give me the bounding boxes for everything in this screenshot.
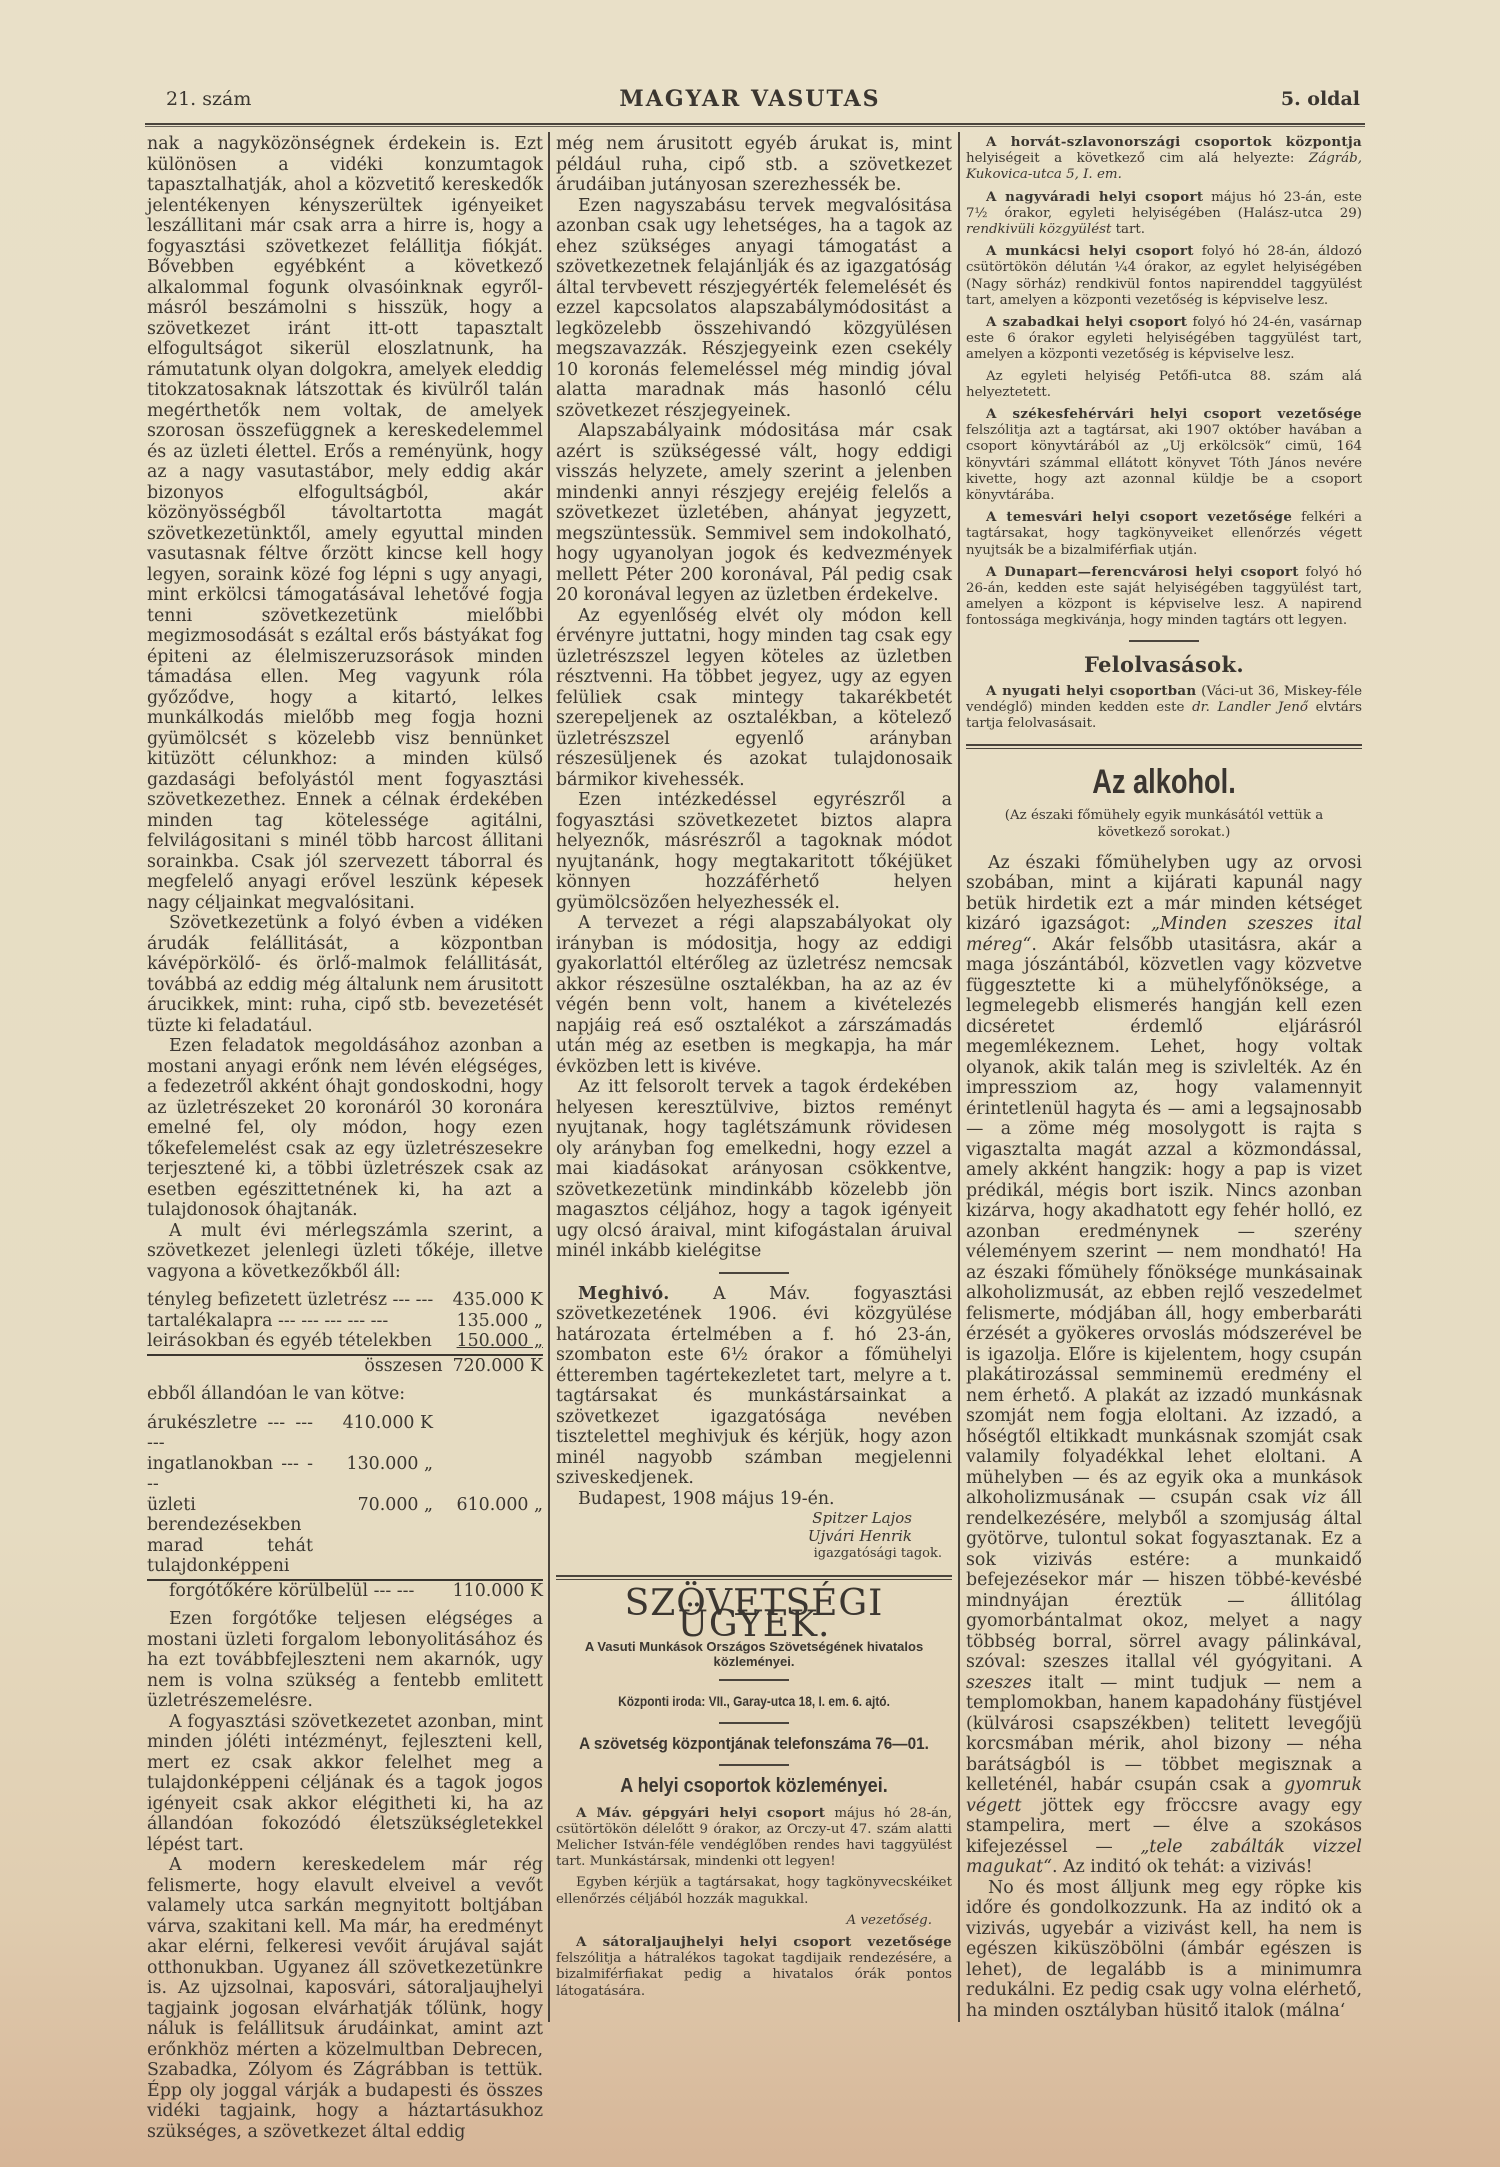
ledger-intro: ebből állandóan le van kötve: xyxy=(147,1384,406,1404)
assets-ledger xyxy=(147,1290,543,1376)
paragraph xyxy=(556,1284,952,1489)
ledger-total-row xyxy=(147,1579,543,1602)
italic-text: „tele zabálták vizzel magukat“ xyxy=(966,1836,1362,1878)
group-notices xyxy=(556,1805,952,2000)
text-run: áll rendelkezésére, melyből a szomjuság által gyötörve, tulontul sokat fogyasztanak. Ez a sok vizivás estére: a munkaidő befejezésekor már — hiszen többé-kevésbé mindnyájan éreztük — állitólag gyomorbántalmat okoz, melyet a nagy többség borral, sörrel avagy pálinkával, szóval: szeszes itallal vél gyógyitani. A xyxy=(966,1488,1362,1673)
ledger-amount: 435.000 K xyxy=(452,1290,543,1310)
section-double-rule xyxy=(556,1575,952,1580)
paragraph xyxy=(556,421,952,606)
text-run: Ezen feladatok megoldásához azonban a mostani anyagi erőnk nem lévén elégséges, a fedezetről akként óhajt gondoskodni, hogy az üzletrészeket 20 koronáról 30 koronára emelné fel, oly módon, hogy ezen tőkefelemelést csak az egy üzletrészesekre terjesztené ki, a többi üzletrészek csak az esetben egészittetnének ki, ha azt a tulajdonosok óhajtanák. xyxy=(147,1036,543,1220)
paragraph xyxy=(556,913,952,1077)
text-run: A Máv. fogyasztási szövetkezetének 1906. évi közgyülése határozata értelmében a f. hó 23-án, szombaton este 6½ órakor a főmühelyi étteremben tagértekezletet tart, melyre a t. tagtársakat és munkástársainkat a szövetkezet igazgatósága nevében tisztelettel meghivjuk és kérjük, hogy azon minél nagyobb számban megjelenni sziveskedjenek. xyxy=(556,1283,952,1488)
text-run: italt — mint tudjuk — nem a templomokban, hanem kapadohány füstjével (külvárosi csapszékben) telitett levegőjü korcsmában mérik, ahol bizony — néha barátságból is — többet megisznak a kelleténél, habár csupán csak a xyxy=(966,1672,1362,1796)
paragraph xyxy=(556,1913,952,1929)
ledger-row xyxy=(147,1413,543,1454)
groups-heading: A helyi csoportok közleményei. xyxy=(620,1775,888,1797)
capital-ledger xyxy=(147,1413,543,1602)
ledger-row xyxy=(147,1311,543,1332)
ledger-row xyxy=(147,1290,543,1311)
paragraph xyxy=(147,1855,543,2142)
paragraph xyxy=(966,314,1362,364)
section-subtitle: A Vasuti Munkások Országos Szövetségének hivatalos közleményei. xyxy=(584,1639,924,1669)
paragraph xyxy=(147,1036,543,1221)
section-rule xyxy=(719,1679,789,1681)
text-run: Az itt felsorolt tervek a tagok érdekében helyesen keresztülvive, biztos reményt nyujtanak, hogy taglétszámunk rövidesen oly arányban fog emelkedni, hogy ezzel a mai kiadásokat arányosan csökkentve, szövetkezetünk mindinkább közelebb jön magasztos céljához, hogy a tagok igényeit ugy olcsó áraival, mint kifogástalan áruival minél inkább kielégitse xyxy=(556,1077,952,1261)
bold-lead: A temesvári helyi csoport vezetősége xyxy=(986,509,1293,526)
section-title: SZÖVETSÉGI ÜGYEK. xyxy=(624,1583,884,1645)
text-run: A tervezet a régi alapszabályokat oly irányban is módositja, hogy az eddigi gyakorlattól eltérőleg az üzletrész nemcsak akkor részesülne osztalékban, ha az az év végén benn volt, hanem a kivételezés napjáig reá eső osztalékot a zárszámadás után még az esetben is megkapja, ha már évközben lett is kivéve. xyxy=(556,913,952,1077)
ledger-total-label: összesen xyxy=(364,1355,443,1376)
section-double-rule xyxy=(966,744,1362,749)
text-run: Ezen nagyszabásu tervek megvalósitása azonban csak ugy lehetséges, ha a tagok az ehez szükséges anyagi támogatást a szövetkezetnek felajánlják és az igazgatóság által tervbevett részjegyérték felemelését és ezzel kapcsolatos alapszabálymódositást a legközelebb összehivandó közgyülésen megszavazzák. Részjegyeink ezen csekély 10 koronás felemeléssel még mindig jóval alatta maradnak más hasonló célu szövetkezet részjegyeinek. xyxy=(556,195,952,421)
article-title: Az alkohol. xyxy=(1092,763,1236,802)
text-run: (Váci-ut 36, Miskey-féle vendéglő) minden kedden este xyxy=(966,683,1362,715)
paragraph xyxy=(966,134,1362,184)
ledger-label: tényleg befizetett üzletrész --- --- xyxy=(147,1290,434,1310)
ledger-sum xyxy=(433,1454,543,1495)
ledger-total: 720.000 K xyxy=(452,1355,543,1376)
bold-lead: A nagyváradi helyi csoport xyxy=(986,188,1204,205)
italic-text: dr. Landler Jenő xyxy=(1192,699,1308,715)
ledger-row xyxy=(147,1454,543,1495)
text-run: május hó 28-án, csütörtökön délelőtt 9 órakor, az Orczy-ut 47. szám alatti Melicher István-féle vendéglőben rendes havi taggyülést tart. Munkástársak, mindenki ott legyen! xyxy=(556,1805,952,1870)
article-intro: (Az északi főmühely egyik munkásától vettük a következő sorokat.) xyxy=(1004,808,1324,840)
bold-lead: A Dunapart—ferencvárosi helyi csoport xyxy=(986,563,1299,580)
paragraph xyxy=(147,1221,543,1283)
column-middle xyxy=(556,134,952,2005)
ledger-label: marad tehát tulajdonképpeni xyxy=(147,1535,313,1576)
paragraph xyxy=(966,243,1362,309)
paragraph xyxy=(147,1609,543,1712)
office-address: Központi iroda: VII., Garay-utca 18, I. em. 6. ajtó. xyxy=(618,1693,890,1709)
ledger-amount: 150.000 „ xyxy=(456,1331,543,1351)
ledger-row xyxy=(147,1331,543,1352)
readings-heading: Felolvasások. xyxy=(1084,651,1244,677)
ledger-label: ingatlanokban --- --- xyxy=(147,1453,313,1494)
paragraph xyxy=(966,369,1362,401)
ledger-sum xyxy=(433,1413,543,1454)
paragraph xyxy=(556,196,952,422)
ledger-amount: 130.000 „ xyxy=(346,1453,433,1474)
column-divider xyxy=(958,132,960,2022)
ledger-label: üzleti berendezésekben xyxy=(147,1494,302,1535)
bold-lead: A horvát-szlavonországi csoportok központja xyxy=(986,134,1362,150)
text-run: május hó 23-án, este 7½ órakor, egyleti helyiségében (Halász-utca 29) xyxy=(966,189,1362,221)
ledger-amount: 410.000 K xyxy=(342,1412,433,1433)
paragraph xyxy=(966,189,1362,239)
ledger-total-label: forgótőkére körülbelül --- --- xyxy=(169,1580,415,1601)
text-run: Budapest, 1908 május 19-én. xyxy=(578,1488,835,1509)
section-rule xyxy=(1129,640,1199,642)
italic-text: viz xyxy=(1301,1488,1327,1509)
italic-text: szeszes xyxy=(966,1672,1032,1693)
paragraph xyxy=(966,853,1362,1878)
text-run: A modern kereskedelem már rég felismerte, hogy elavult elveivel a vevőt valamely utca sarkán megnyitott boltjában várva, szakitani kell. Ma már, ha eredményt akar elérni, felkeresi vevőit árujával saját otthonukban. Ugyanez áll szövetkezetünkre is. Az ujzsolnai, kaposvári, sátoraljaujhelyi tagjaink jogosan elvárhatják tőlünk, hogy náluk is felállitsuk árudáinkat, amint azt erőnkhöz mérten a közelmultban Debrecen, Szabadka, Zólyom és Zágrábban is tettük. Épp oly joggal várják a budapesti és összes vidéki tagjaink, hogy a háztartásukhoz szükséges, a szövetkezet által eddig xyxy=(147,1855,543,2142)
article-paragraphs xyxy=(147,134,543,1282)
ledger-label: leirásokban és egyéb tételekben xyxy=(147,1331,432,1351)
text-run: Az északi főmühelyben ugy az orvosi szobában, mint a kijárati kapunál nagy betük hirdetik ezt a már minden kétséget kizáró igazságot: xyxy=(966,852,1362,935)
group-notices xyxy=(966,134,1362,630)
text-run: felkéri a tagtársakat, hogy tagkönyveiket ellenőrzés végett nyujtsák be a bizalmiférfiak utján. xyxy=(966,510,1363,558)
ledger-total-row xyxy=(147,1354,543,1377)
paragraph xyxy=(966,406,1362,504)
ledger-total: 110.000 K xyxy=(452,1580,543,1601)
text-run: Szövetkezetünk a folyó évben a vidéken árudák felállitását, a központban kávépörkölő- és örlő-malmok felállitását, továbbá az eddig még általunk nem árusitott árucikkek, mint: ruha, cipő stb. bevezetését tüzte ki feladatául. xyxy=(147,913,543,1036)
section-rule xyxy=(719,1764,789,1766)
italic-text: A vezetőség. xyxy=(846,1912,932,1928)
ledger-amount: 70.000 „ xyxy=(357,1494,433,1515)
text-run: Alapszabályaink módositása már csak azért is szükségessé vált, hogy eddigi visszás helyzete, amely szerint a jelenben mindenki annyi részjegy erejéig felelős a szövetkezet üzletében, ahányat jegyzett, megszüntessük. Semmivel sem indokolható, hogy ugyanolyan jogok és kedvezmények mellett Péter 200 koronával, Pál pedig csak 20 koronával legyen az üzletben érdekelve. xyxy=(556,421,952,605)
paragraph xyxy=(966,683,1362,733)
paragraph xyxy=(966,509,1362,559)
text-run: No és most álljunk meg egy röpke kis időre és gondolkozzunk. Ha az inditó ok a vizivás, ugyebár a vizivást kell, ha nem is egészen kiküszöbölni (ámbár egészen is lehet), de legalább is a minimumra redukálni. Ez pedig csak ugy volna elérhető, ha minden osztályban hüsitő italok (málna‘ xyxy=(966,1877,1362,2021)
paragraph xyxy=(556,1934,952,2000)
text-run: A fogyasztási szövetkezetet azonban, mint minden jóléti intézményt, fejleszteni kell, mert ez csak akkor felelhet meg a tulajdonképpeni céljának és a tagok jogos igényeit csak akkor elégitheti ki, ha az állandóan fokozódó életszükségletekkel lépést tart. xyxy=(147,1711,543,1855)
italic-text: Zágráb, Kukovica-utca 5, I. em. xyxy=(966,151,1362,183)
text-run: . Akár felsőbb utasitásra, akár a maga jószántából, közvetlen vagy közvetve függesztette ki a mühelyfőnöksége, a legmelegebb elismerés hangján kell ezen dicséretet érdemlő eljárásról megemlékeznem. Lehet, hogy voltak olyanok, akik talán meg is szivlelték. Az én impressziom az, hogy valamennyit érintetlenül hagyta és — ami a legsajnosabb — a zöme még mosolygott is rajta s vigasztalta magát azzal a közmondással, amely akként hangzik: hogy a pap is vizet prédikál, mégis bort iszik. Nincs azonban kizárva, hogy akadhatott egy fehér holló, ez azonban eredménynek — szerény véleményem szerint — nem mondható! Ha az északi főmühely főnöksége munkásainak alkoholizmusát, az ebben rejlő veszedelmet felismerte, módjában áll, hogy emberbaráti érzését a gyökeres orvoslás módszerével be is igazolja. Előre is kijelentem, hogy csupán plakátirozással semminemü eredmény el nem érhető. A plakát az izzadó munkásnak szomját nem fogja eloltani. Az izzadó, a hőségtől eltikkadt munkásnak szomját csak valamily folyadékkal lehet eloltani. A mühelyben — és az egyik oka a munkások alkoholizmusának — csupán csak xyxy=(966,934,1362,1509)
paragraph xyxy=(556,1489,952,1510)
text-run: Az egyleti helyiség Petőfi-utca 88. szám alá helyeztetett. xyxy=(966,368,1362,400)
text-run: A mult évi mérlegszámla szerint, a szövetkezet jelenlegi üzleti tőkéje, illetve vagyona a következőkből áll: xyxy=(147,1220,543,1282)
paragraph xyxy=(966,1878,1362,2022)
ledger-label: árukészletre --- --- --- xyxy=(147,1412,313,1453)
header-rule xyxy=(145,123,1365,127)
bold-lead: A szabadkai helyi csoport xyxy=(986,314,1188,331)
text-run: folyó hó 24-én, vasárnap este 6 órakor egyleti helyiségében taggyülést tart, amelyen a központi vezetőség is képviselve lesz. xyxy=(966,315,1362,363)
text-run: felszólitja azt a tagtársat, aki 1907 október havában a csoport könyvtárából az „Uj erkölcsök“ cimü, 164 könyvtári számmal ellátott könyvet Tóth János nevére kivette, hogy azt azonnal küldje be a csoport könyvtárába. xyxy=(966,423,1362,504)
text-run: tart. xyxy=(1111,222,1146,238)
bold-lead: A sátoraljaujhelyi helyi csoport vezetősége xyxy=(576,1933,952,1950)
paragraph xyxy=(556,1805,952,1871)
ledger-sum: 610.000 „ xyxy=(456,1494,543,1515)
text-run: Ezen intézkedéssel egyrészről a fogyasztási szövetkezetet biztos alapra helyeznők, másrészről a tagoknak módot nyujtanánk, hogy megtakaritott tőkéjüket könnyen hozzáférhető helyen gyümölcsözően helyezhessék el. xyxy=(556,790,952,913)
text-run: folyó hó 26-án, kedden este saját helyiségében taggyülést tart, amelyen a központ is képviselve lesz. A napirend fontossága megkivánja, hogy minden tagtárs ott legyen. xyxy=(966,564,1362,629)
italic-text: rendkivüli közgyülést xyxy=(966,222,1112,238)
bold-lead: A nyugati helyi csoportban xyxy=(986,682,1197,699)
invitation xyxy=(556,1284,952,1510)
bold-lead: A Máv. gépgyári helyi csoport xyxy=(576,1804,826,1821)
page-number: 5. oldal xyxy=(1280,88,1360,110)
section-rule xyxy=(719,1272,789,1274)
ledger-sum xyxy=(433,1536,543,1577)
signature-name: Spitzer Lajos xyxy=(812,1509,912,1527)
ledger-label: tartalékalapra --- --- --- --- --- xyxy=(147,1310,389,1331)
issue-number: 21. szám xyxy=(166,88,252,110)
paragraph xyxy=(556,1875,952,1907)
italic-text: gyomruk végett xyxy=(966,1775,1362,1816)
newspaper-title: MAGYAR VASUTAS xyxy=(619,86,881,112)
paragraph xyxy=(147,1712,543,1856)
italic-text: „Minden szeszes ital méreg“ xyxy=(966,914,1363,955)
text-run: jöttek egy fröccsre avagy egy stampelira, mert — élve a szokásos kifejezéssel — xyxy=(966,1795,1362,1857)
paragraph xyxy=(147,134,543,913)
paragraph xyxy=(556,790,952,913)
text-run: folyó hó 28-án, áldozó csütörtökön délután ¼4 órakor, az egylet helyiségében (Nagy sörház) rendkivül fontos napirenddel taggyülést tart, amelyen a központi vezetőség is képviselve lesz. xyxy=(966,244,1362,308)
column-divider xyxy=(548,132,550,2022)
column-right xyxy=(966,134,1362,2021)
section-rule xyxy=(719,1722,789,1724)
phone-number: A szövetség központjának telefonszáma 76—01. xyxy=(579,1733,929,1753)
paragraph xyxy=(966,564,1362,630)
text-run: . Az inditó ok tehát: a vizivás! xyxy=(1051,1857,1313,1878)
text-run: Ezen forgótőke teljesen elégséges a mostani üzleti forgalom lebonyolitásához és ha ezt továbbfejleszteni nem akarnók, ugy nem is volna szükség a fentebb emlitett üzletrészemelésre. xyxy=(147,1609,543,1711)
text-run: még nem árusitott egyéb árukat is, mint például ruha, cipő stb. a szövetkezet árudáiban jutányosan szerezhessék be. xyxy=(556,134,952,195)
text-run: elvtárs tartja felolvasásait. xyxy=(966,699,1362,732)
ledger-amount xyxy=(313,1536,433,1577)
ledger-row xyxy=(147,1536,543,1577)
signature-name: Ujvári Henrik xyxy=(807,1527,912,1545)
article-paragraphs xyxy=(966,853,1362,2022)
readings-notices xyxy=(966,683,1362,733)
text-run: felszólitja a hátralékos tagokat tagdijaik rendezésére, a bizalmiférfiakat pedig a hivatalos órák pontos látogatására. xyxy=(556,1951,952,1999)
paragraph xyxy=(147,913,543,1036)
bold-lead: A munkácsi helyi csoport xyxy=(986,243,1194,260)
text-run: nak a nagyközönségnek érdekein is. Ezt különösen a vidéki konzumtagok tapasztalhatják, ahol a közvetitő kereskedők jelentékenyen kényszerültek igényeiket leszállitani már csak arra a hirre is, hogy a fogyasztási szövetkezet felállitja fiókját. Bővebben egyébként a következő alkalommal fogunk olvasóinknak egyről-másról beszámolni s hisszük, hogy a szövetkezet iránt itt-ott tapasztalt elfogultságot sikerül eloszlatnunk, ha rámutatunk olyan dolgokra, amelyek eleddig titokzatosaknak látszottak és kivülről talán megérthetők nem voltak, de amelyek szorosan összefüggnek a kereskedelemmel és az üzleti élettel. Erős a reményünk, hogy az a nagy vasutastábor, mely eddig akár bizonyos elfogultságból, akár közönyösségből távoltartotta magát szövetkezetünktől, amely egyuttal minden vasutasnak féltve őrzött kincse kell hogy legyen, soraink közé fog lépni s ugy anyagi, mint erkölcsi támogatásával lehetővé fogja tenni szövetkezetünk mielőbbi megizmosodását s ezáltal erős bástyákat fog épiteni az élelmiszeruzsorások minden támadása ellen. Meg vagyunk róla győződve, hogy a kitartó, lelkes munkálkodás mielőbb meg fogja hozni gyümölcsét s közelebb visz bennünket kitüzött célunkhoz: a minden külső gazdasági befolyástól ment fogyasztási szövetkezethez. Ennek a célnak érdekében minden tag kötelessége agitálni, felvilágositani s minél több harcost állitani sorainkba. Csak jól szervezett táborral és megfelelő anyagi erővel leszünk képesek nagy céljainkat megvalósitani. xyxy=(147,134,543,913)
paragraph xyxy=(556,134,952,196)
text-run: helyiségeit a következő cim alá helyezte: xyxy=(966,151,1309,167)
paragraph xyxy=(556,606,952,791)
text-run: Egyben kérjük a tagtársakat, hogy tagkönyvecskéiket ellenőrzés céljából hozzák magukkal. xyxy=(556,1875,952,1907)
signatures xyxy=(556,1509,952,1563)
bold-lead: Meghivó. xyxy=(578,1283,670,1304)
article-paragraphs xyxy=(556,134,952,1262)
ledger-amount: 135.000 „ xyxy=(456,1310,543,1331)
article-paragraphs xyxy=(147,1609,543,2142)
bold-lead: A székesfehérvári helyi csoport vezetősége xyxy=(986,406,1362,423)
text-run: Az egyenlőség elvét oly módon kell érvényre juttatni, hogy minden tag csak egy üzletrészszel legyen köteles az üzletben résztvenni. Ha többet jegyez, ugy az egyen felüliek csak mintegy takarékbetét szerepeljenek az osztalékban, a kötelező üzletrészszel egyenlő arányban részesüljenek és azokat tulajdonosaik bármikor kivehessék. xyxy=(556,605,952,790)
signature-role: igazgatósági tagok. xyxy=(813,1546,942,1561)
ledger-row xyxy=(147,1495,543,1536)
column-left xyxy=(147,134,543,2142)
paragraph xyxy=(556,1077,952,1262)
